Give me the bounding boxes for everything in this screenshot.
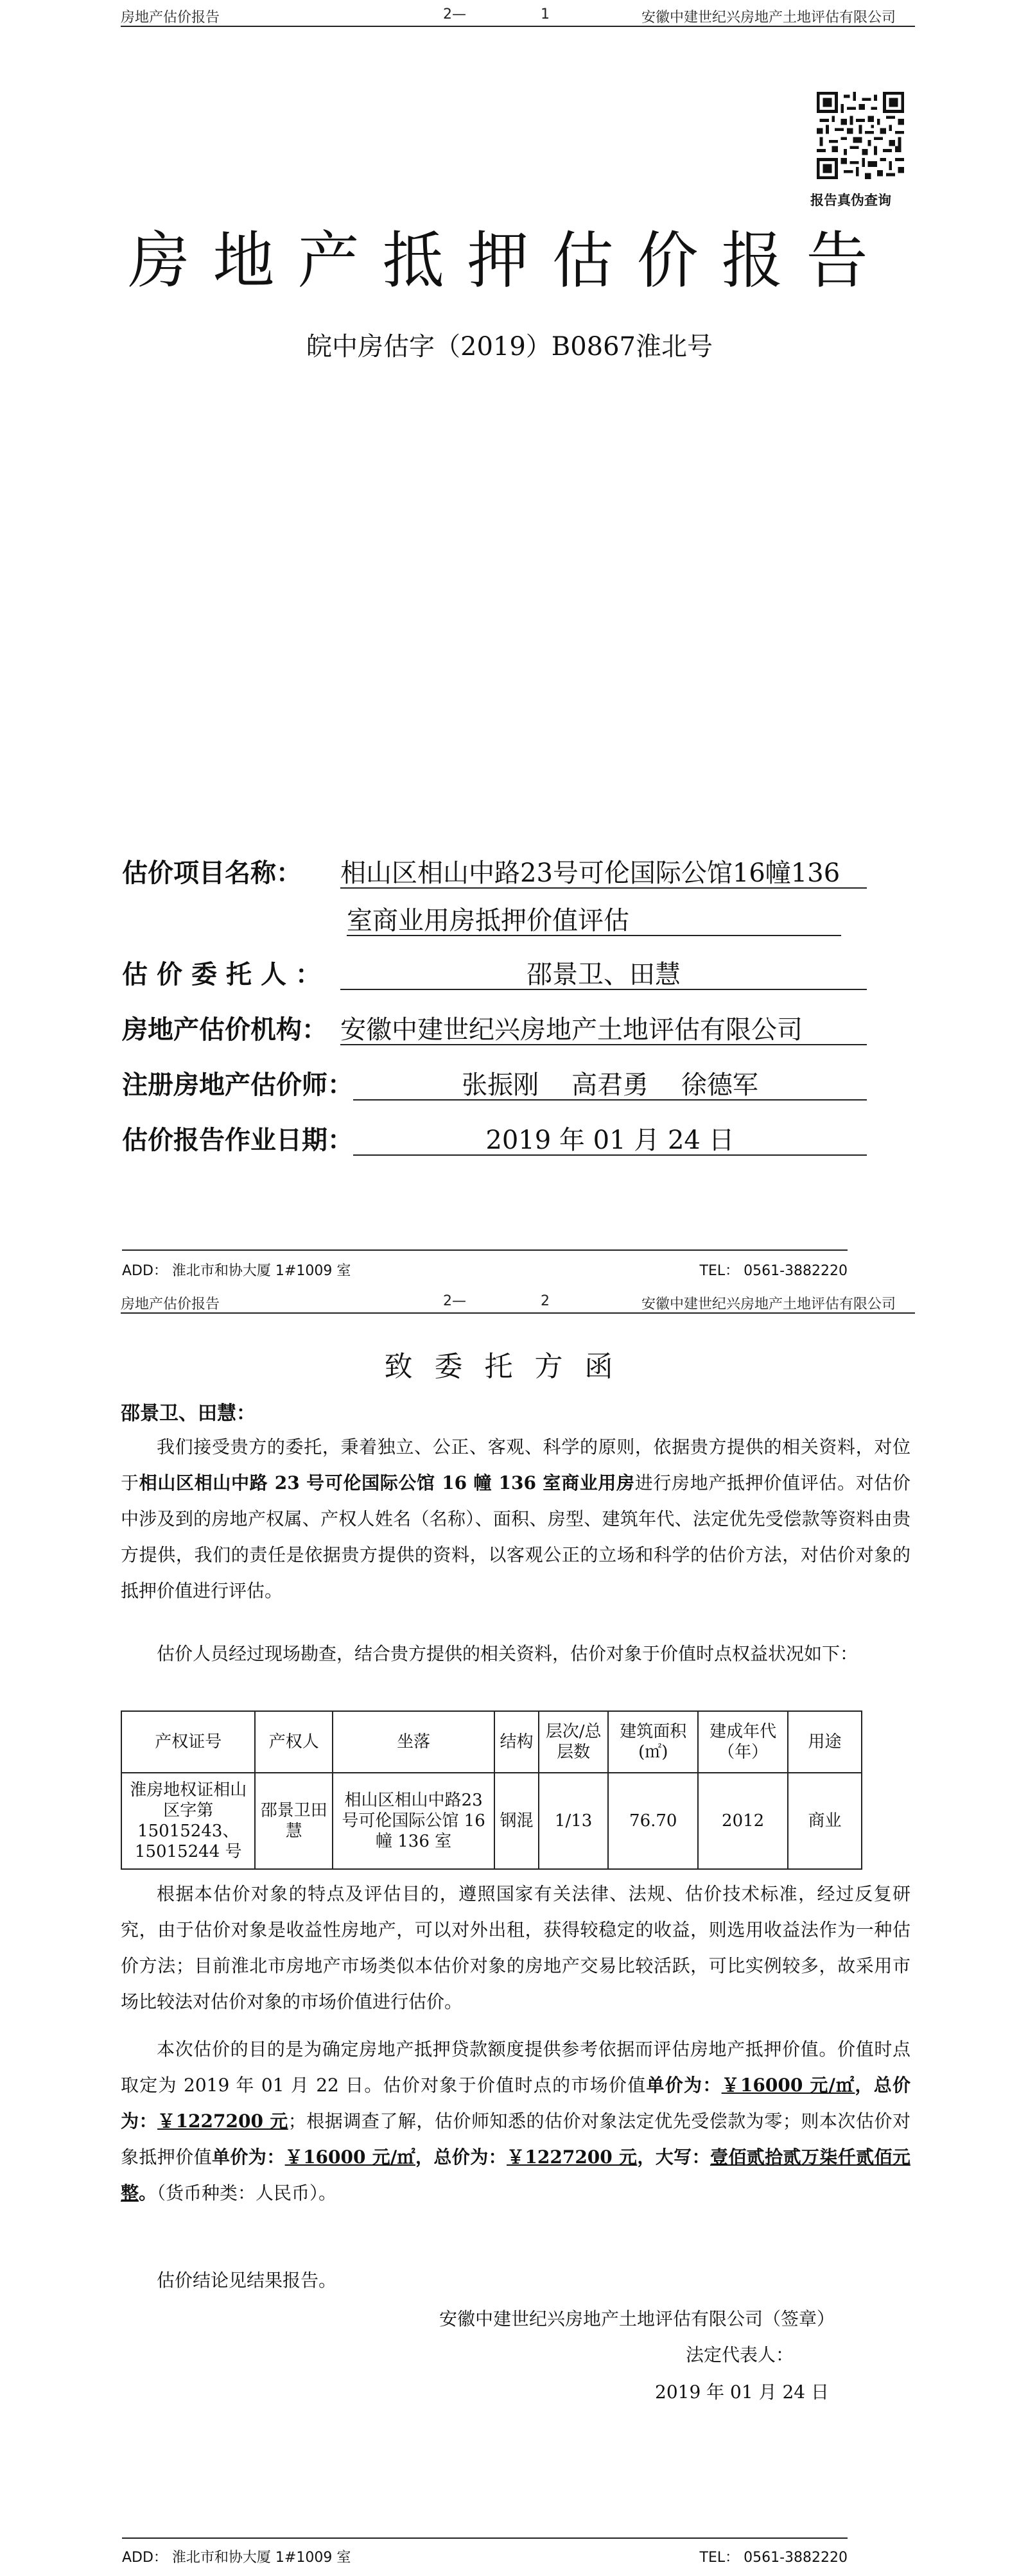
agency-row (122, 1009, 880, 1048)
project-name-line1: 相山区相山中路23号可伦国际公馆16幢136 (340, 853, 867, 889)
currency-note: （货币种类：人民币）。 (157, 2182, 337, 2204)
property-rights-table (121, 1710, 862, 1870)
signature-company: 安徽中建世纪兴房地产土地评估有限公司（签章） (439, 2308, 835, 2329)
footer-divider (122, 1249, 848, 1251)
appraisers-label: 注册房地产估价师： (122, 1070, 353, 1100)
cell-cert-number: 淮房地权证相山区字第15015243、15015244 号 (121, 1773, 255, 1869)
market-total-price-label: ，总价为： (121, 2075, 910, 2132)
paragraph-1-text-b: 进行房地产抵押价值评估。对估价中涉及到的房地产权属、产权人姓名（名称）、面积、房型、建筑年代、法定优先受偿款等资料由贵方提供，我们的责任是依据贵方提供的资料，以客观公正的立场和科学的估价方法，对估价对象的抵押价值进行评估。 (121, 1472, 910, 1601)
cell-floor: 1/13 (539, 1773, 608, 1869)
footer-address: ADD： 淮北市和协大厦 1#1009 室 (122, 2550, 351, 2566)
addressee: 邵景卫、田慧： (121, 1402, 256, 1425)
cell-owner: 邵景卫田慧 (255, 1773, 333, 1869)
col-floor: 层次/总层数 (539, 1711, 608, 1773)
footer-divider (122, 2537, 848, 2539)
cell-use: 商业 (788, 1773, 862, 1869)
col-structure: 结构 (494, 1711, 539, 1773)
mortgage-total-price-label: ，总价为： (415, 2146, 507, 2168)
amount-in-words: 壹佰贰拾贰万柒仟贰佰元整 (121, 2146, 910, 2204)
cell-area: 76.70 (608, 1773, 698, 1869)
report-title: 房地产抵押估价报告 (128, 225, 891, 297)
paragraph-1 (121, 1429, 910, 1609)
header-company: 安徽中建世纪兴房地产土地评估有限公司 (641, 1296, 896, 1312)
footer-tel: TEL： 0561-3882220 (699, 2550, 848, 2566)
header-left-title: 房地产估价报告 (121, 1296, 220, 1312)
cell-structure: 钢混 (494, 1773, 539, 1869)
mortgage-total-price: ￥1227200 元 (507, 2146, 638, 2168)
work-date-label: 估价报告作业日期： (122, 1125, 353, 1155)
property-address-bold: 相山区相山中路 23 号可伦国际公馆 16 幢 136 室商业用房 (139, 1472, 635, 1493)
mortgage-unit-price-label: 单价为： (212, 2146, 285, 2168)
table-header-row (121, 1711, 862, 1773)
amount-in-words-label: ，大写： (637, 2146, 710, 2168)
appraisers-value: 张振刚 高君勇 徐德军 (353, 1065, 867, 1101)
qr-code-icon[interactable] (817, 92, 904, 179)
report-cover-page (0, 0, 1019, 1287)
paragraph-4 (121, 2032, 910, 2211)
header-page-number: 2 (541, 1293, 550, 1309)
header-company: 安徽中建世纪兴房地产土地评估有限公司 (641, 10, 896, 26)
market-unit-price-label: 单价为： (646, 2075, 722, 2096)
footer-address: ADD： 淮北市和协大厦 1#1009 室 (122, 1263, 351, 1279)
paragraph-5: 估价结论见结果报告。 (157, 2270, 337, 2291)
cell-year: 2012 (698, 1773, 788, 1869)
header-mid: 2— (443, 1293, 466, 1309)
page-header (121, 0, 915, 27)
paragraph-2: 估价人员经过现场勘查，结合贵方提供的相关资料，估价对象于价值时点权益状况如下： (157, 1643, 858, 1664)
paragraph-4-text-2: ；根据调查了解，估价师知悉的估价对象法定优先受偿款为零；则本次估价对象抵押价值 (121, 2110, 910, 2168)
document-number: 皖中房估字（2019）B0867淮北号 (306, 332, 713, 361)
col-use: 用途 (788, 1711, 862, 1773)
letter-title: 致委托方函 (384, 1350, 635, 1383)
project-name-row-2 (122, 900, 880, 939)
cell-location: 相山区相山中路23 号可伦国际公馆 16 幢 136 室 (333, 1773, 494, 1869)
project-name-row (122, 853, 880, 891)
header-mid: 2— (443, 6, 466, 22)
paragraph-3: 根据本估价对象的特点及评估目的，遵照国家有关法律、法规、估价技术标准，经过反复研究，由于估价对象是收益性房地产，可以对外出租，获得较稳定的收益，则选用收益法作为一种估价方法；目前淮北市房地产市场类似本估价对象的房地产交易比较活跃，可比实例较多，故采用市场比较法对估价对象的市场价值进行估价。 (121, 1883, 910, 2012)
col-cert-number: 产权证号 (121, 1711, 255, 1773)
agency-label: 房地产估价机构： (122, 1014, 327, 1045)
header-page-number: 1 (541, 6, 550, 22)
work-date-row (122, 1120, 880, 1158)
page-header (121, 1287, 915, 1314)
client-label: 估价委托人： (122, 959, 330, 989)
client-row (122, 954, 880, 993)
col-area: 建筑面积(㎡) (608, 1711, 698, 1773)
project-name-line2: 室商业用房抵押价值评估 (347, 900, 841, 936)
col-year: 建成年代（年） (698, 1711, 788, 1773)
table-row (121, 1773, 862, 1869)
col-owner: 产权人 (255, 1711, 333, 1773)
amount-in-words-end: 。 (139, 2182, 157, 2204)
paragraph-1-text-a: 我们接受贵方的委托，秉着独立、公正、客观、科学的原则，依据贵方提供的相关资料，对位于 (121, 1436, 910, 1493)
paragraph-4-text-1: 本次估价的目的是为确定房地产抵押贷款额度提供参考依据而评估房地产抵押价值。价值时点取定为 2019 年 01 月 22 日。估价对象于价值时点的市场价值 (121, 2039, 910, 2096)
agency-value: 安徽中建世纪兴房地产土地评估有限公司 (340, 1009, 867, 1045)
signature-date: 2019 年 01 月 24 日 (655, 2381, 830, 2403)
qr-label: 报告真伪查询 (810, 192, 891, 208)
col-location: 坐落 (333, 1711, 494, 1773)
project-name-label: 估价项目名称： (122, 858, 302, 888)
header-left-title: 房地产估价报告 (121, 10, 220, 26)
footer-tel: TEL： 0561-3882220 (699, 1263, 848, 1279)
letter-page (0, 1287, 1019, 2576)
market-total-price: ￥1227200 元 (157, 2110, 288, 2132)
work-date-value: 2019 年 01 月 24 日 (353, 1120, 867, 1156)
mortgage-unit-price: ￥16000 元/㎡ (284, 2146, 415, 2168)
appraisers-row (122, 1065, 880, 1103)
signature-representative: 法定代表人： (686, 2344, 794, 2365)
market-unit-price: ￥16000 元/㎡ (721, 2075, 855, 2096)
client-value: 邵景卫、田慧 (340, 954, 867, 990)
